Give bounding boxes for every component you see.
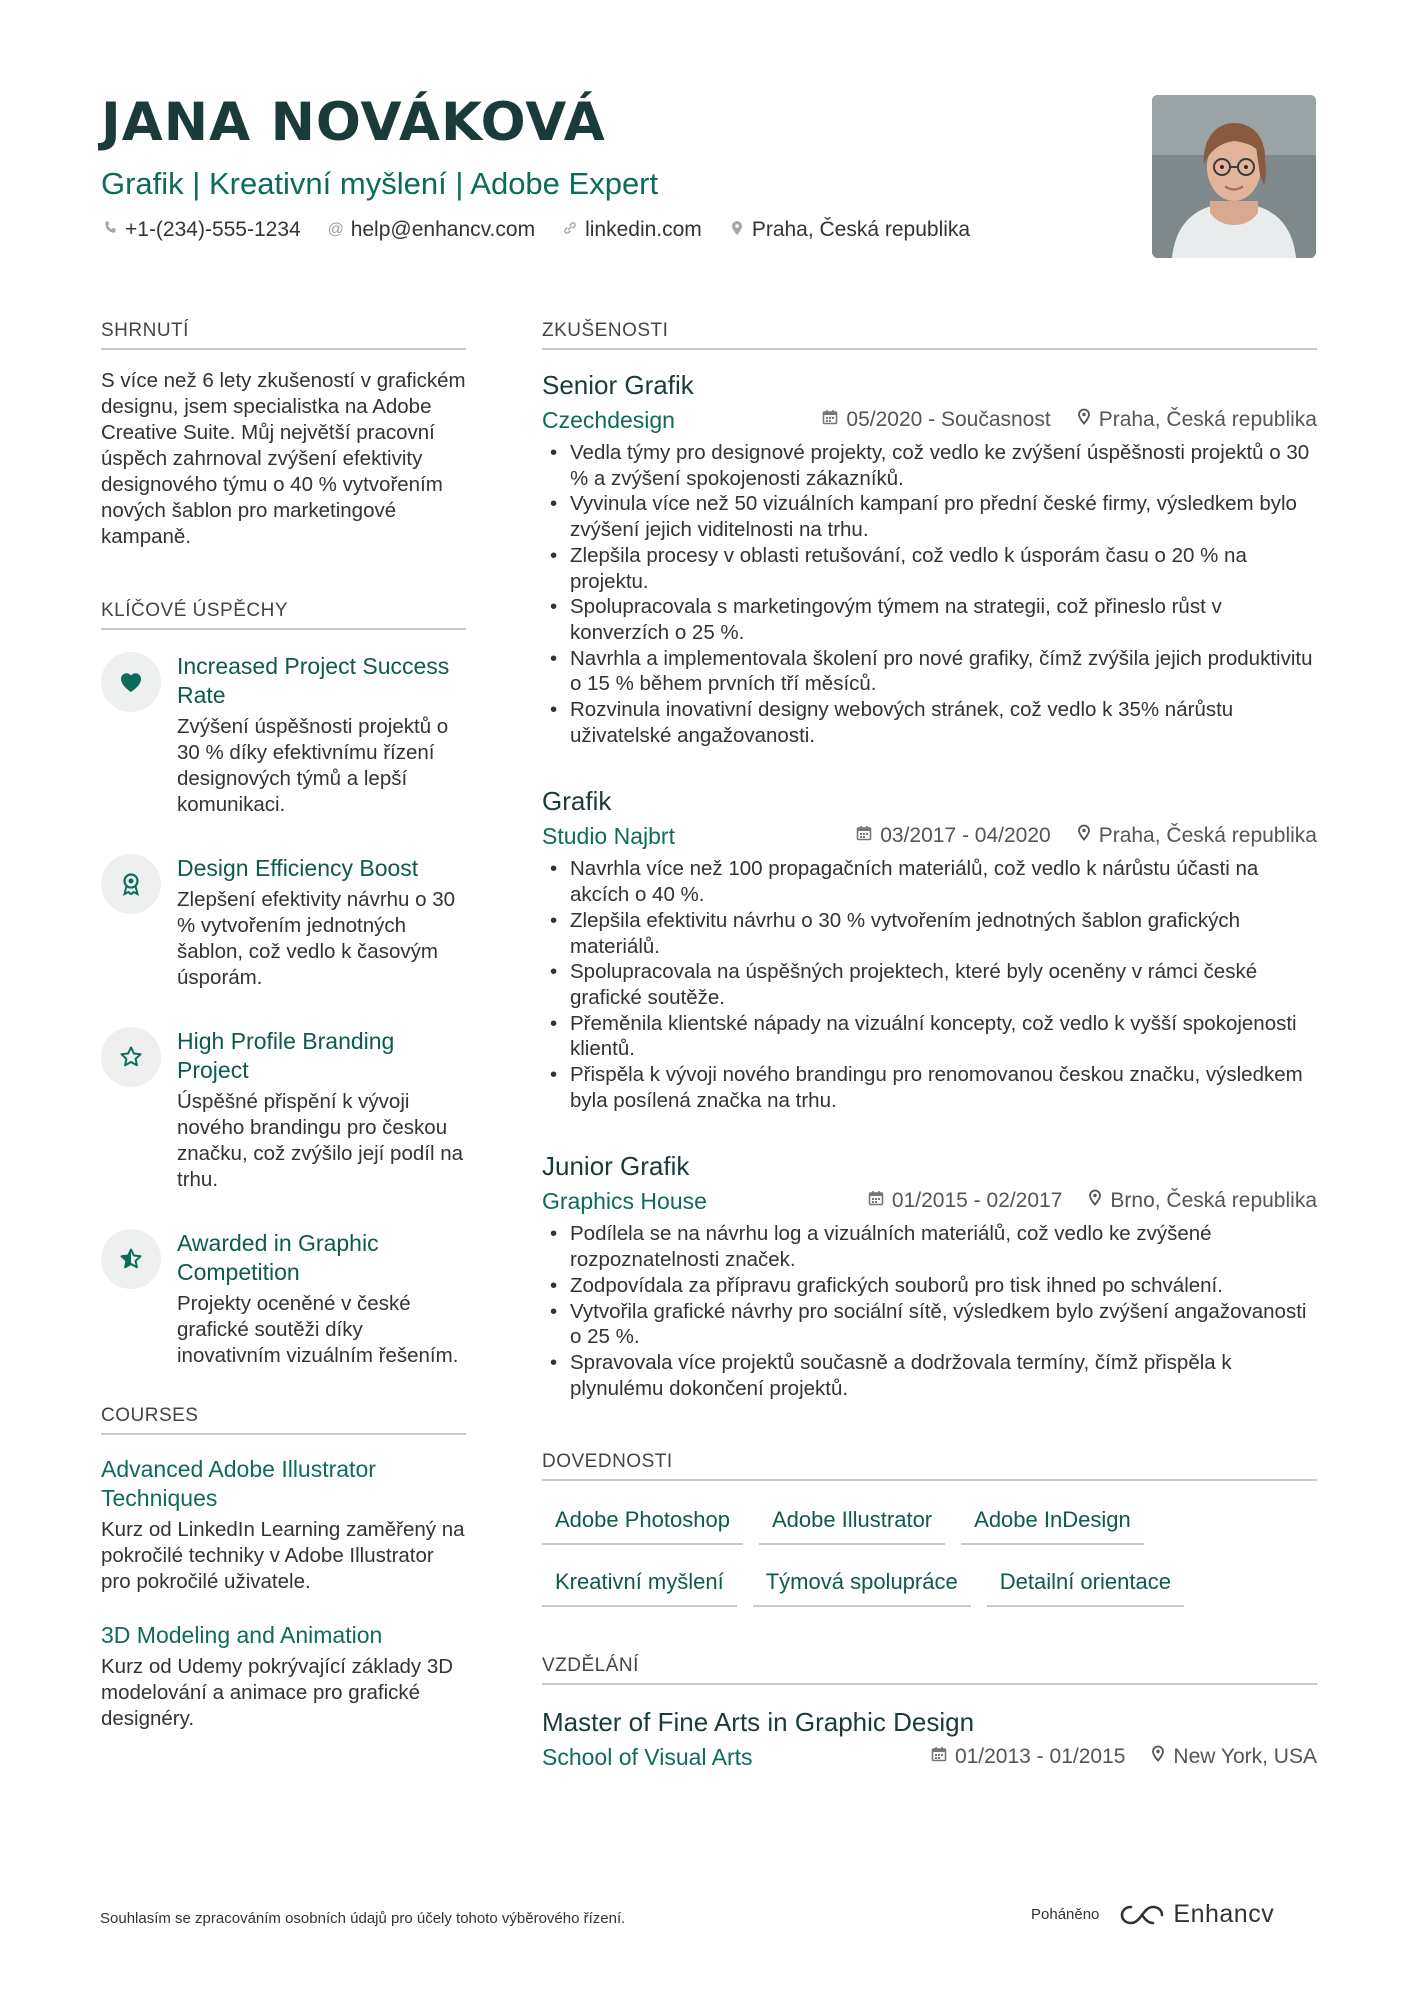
- company-name: Studio Najbrt: [542, 823, 675, 850]
- achievement-desc: Zlepšení efektivity návrhu o 30 % vytvořením jednotných šablon, což vedlo k časovým úsporám.: [177, 888, 456, 989]
- header: [101, 88, 1201, 242]
- job-title: Junior Grafik: [542, 1151, 690, 1182]
- location-pin-icon: [1151, 1743, 1165, 1771]
- bullet-item: • Vytvořila grafické návrhy pro sociální sítě, výsledkem bylo zvýšení angažovanosti o 25 %.: [542, 1299, 1317, 1350]
- achievements-heading: KLÍČOVÉ ÚSPĚCHY: [101, 600, 466, 630]
- achievement-desc: Projekty oceněné v české grafické soutěži díky inovativním vizuálním řešením.: [177, 1292, 459, 1367]
- job-bullets: [542, 856, 1317, 1113]
- contact-linkedin[interactable]: [561, 218, 702, 242]
- skill-tag: Adobe Illustrator: [759, 1501, 945, 1545]
- achievement-item: [101, 854, 466, 991]
- bullet-item: • Přispěla k vývoji nového brandingu pro renomovanou českou značku, výsledkem byla posílená značka na trhu.: [542, 1062, 1317, 1113]
- bullet-item: • Spolupracovala na úspěšných projektech, které byly oceněny v rámci české grafické soutěže.: [542, 959, 1317, 1010]
- job-location: [1077, 406, 1317, 434]
- consent-text: Souhlasím se zpracováním osobních údajů pro účely tohoto výběrového řízení.: [100, 1910, 626, 1927]
- powered-by-label: Poháněno: [1031, 1906, 1100, 1923]
- achievement-item: [101, 1027, 466, 1193]
- candidate-name: JANA NOVÁKOVÁ: [101, 92, 606, 153]
- education-heading: VZDĚLÁNÍ: [542, 1655, 1317, 1685]
- at-icon: @: [327, 221, 344, 238]
- location-pin-icon: [1088, 1187, 1102, 1215]
- courses-section: [101, 1405, 466, 1732]
- right-column: [542, 320, 1317, 1771]
- job-dates: [868, 1187, 1062, 1215]
- summary-text: S více než 6 lety zkušeností v grafickém designu, jsem specialistka na Adobe Creative Suite. Můj největší pracovní úspěch zahrnoval zvýšení efektivity designového týmu o 40 % vytvořením nových šablon pro marketingové kampaně.: [101, 369, 466, 548]
- bullet-item: • Zlepšila procesy v oblasti retušování, což vedlo k úsporám času o 20 % na projektu.: [542, 543, 1317, 594]
- location-pin-icon: [1077, 406, 1091, 434]
- calendar-icon: [822, 406, 838, 434]
- job-title: Grafik: [542, 786, 612, 817]
- contact-location: [728, 218, 970, 242]
- calendar-icon: [931, 1743, 947, 1771]
- summary-heading: SHRNUTÍ: [101, 320, 466, 350]
- enhancv-logo-icon: [1119, 1904, 1165, 1926]
- left-column: [101, 320, 466, 1732]
- education-dates-text: 01/2013 - 01/2015: [954, 1745, 1126, 1769]
- email-text: help@enhancv.com: [350, 218, 536, 241]
- education-section: [542, 1655, 1317, 1771]
- education-dates: [931, 1743, 1125, 1771]
- bullet-item: • Zlepšila efektivitu návrhu o 30 % vytvořením jednotných šablon grafických materiálů.: [542, 908, 1317, 959]
- company-name: Czechdesign: [542, 407, 675, 433]
- job-entry: [542, 784, 1317, 1113]
- calendar-icon: [856, 822, 872, 850]
- heart-icon: [101, 652, 161, 712]
- courses-heading: COURSES: [101, 1405, 466, 1435]
- skill-tag: Adobe InDesign: [961, 1501, 1144, 1545]
- achievement-desc: Úspěšné přispění k vývoji nového brandingu pro českou značku, což zvýšilo její podíl na trhu.: [177, 1090, 463, 1191]
- job-entry: [542, 368, 1317, 748]
- link-icon: [561, 220, 579, 241]
- achievement-title: Design Efficiency Boost: [177, 855, 419, 881]
- education-location: [1151, 1743, 1317, 1771]
- experience-heading: ZKUŠENOSTI: [542, 320, 1317, 350]
- achievement-title: Increased Project Success Rate: [177, 653, 450, 708]
- course-title: Advanced Adobe Illustrator Techniques: [101, 1456, 376, 1511]
- course-desc: Kurz od LinkedIn Learning zaměřený na pokročilé techniky v Adobe Illustrator pro pokročilé uživatele.: [101, 1518, 465, 1593]
- profile-photo: [1152, 95, 1316, 258]
- skill-tag: Týmová spolupráce: [753, 1563, 971, 1607]
- contact-email[interactable]: [327, 218, 535, 242]
- calendar-icon: [868, 1187, 884, 1215]
- skill-tag: Adobe Photoshop: [542, 1501, 743, 1545]
- job-dates: [822, 406, 1050, 434]
- bullet-item: • Spolupracovala s marketingovým týmem na strategii, což přineslo růst v konverzích o 25 %.: [542, 594, 1317, 645]
- course-item: [101, 1455, 466, 1595]
- phone-icon: [101, 220, 119, 240]
- star-icon: [101, 1027, 161, 1087]
- job-dates-text: 01/2015 - 02/2017: [891, 1189, 1063, 1213]
- award-icon: [101, 854, 161, 914]
- summary-section: [101, 320, 466, 550]
- skills-heading: DOVEDNOSTI: [542, 1451, 1317, 1481]
- bullet-item: • Vedla týmy pro designové projekty, což vedlo ke zvýšení úspěšnosti projektů o 30 % a zvýšení spokojenosti zákazníků.: [542, 440, 1317, 491]
- headline: Grafik | Kreativní myšlení | Adobe Expert: [101, 166, 659, 201]
- education-location-text: New York, USA: [1173, 1745, 1317, 1769]
- school-name: School of Visual Arts: [542, 1744, 753, 1771]
- skill-tag: Detailní orientace: [987, 1563, 1184, 1607]
- location-text: Praha, Česká republika: [751, 218, 971, 241]
- job-location: [1088, 1187, 1317, 1215]
- enhancv-logo: [1119, 1900, 1274, 1929]
- achievement-title: High Profile Branding Project: [177, 1028, 395, 1083]
- course-desc: Kurz od Udemy pokrývající základy 3D modelování a animace pro grafické designéry.: [101, 1655, 454, 1730]
- linkedin-text: linkedin.com: [585, 218, 702, 241]
- contact-bar: [101, 218, 1201, 242]
- job-location-text: Praha, Česká republika: [1098, 824, 1317, 848]
- job-location-text: Praha, Česká republika: [1098, 408, 1317, 431]
- bullet-item: • Rozvinula inovativní designy webových stránek, což vedlo k 35% nárůstu uživatelské angažovanosti.: [542, 697, 1317, 748]
- job-title: Senior Grafik: [542, 370, 694, 400]
- skills-list: [542, 1501, 1317, 1607]
- achievement-title: Awarded in Graphic Competition: [177, 1230, 379, 1285]
- skills-section: [542, 1451, 1317, 1607]
- phone-text: +1-(234)-555-1234: [125, 218, 301, 241]
- bullet-item: • Vyvinula více než 50 vizuálních kampaní pro přední české firmy, výsledkem bylo zvýšení jejich viditelnosti na trhu.: [542, 491, 1317, 542]
- company-name: Graphics House: [542, 1188, 707, 1215]
- job-location-text: Brno, Česká republika: [1110, 1189, 1317, 1213]
- footer-branding[interactable]: [1031, 1900, 1274, 1929]
- brand-name: Enhancv: [1173, 1900, 1275, 1928]
- job-dates: [856, 822, 1050, 850]
- bullet-item: • Přeměnila klientské nápady na vizuální koncepty, což vedlo k vyšší spokojenosti klientů.: [542, 1011, 1317, 1062]
- bullet-item: • Zodpovídala za přípravu grafických souborů pro tisk ihned po schválení.: [542, 1273, 1317, 1299]
- achievement-item: [101, 1229, 466, 1369]
- location-pin-icon: [728, 220, 746, 241]
- bullet-item: • Navrhla více než 100 propagačních materiálů, což vedlo k nárůstu účasti na akcích o 40 %.: [542, 856, 1317, 907]
- star-half-icon: [101, 1229, 161, 1289]
- job-dates-text: 03/2017 - 04/2020: [880, 824, 1051, 848]
- job-dates-text: 05/2020 - Současnost: [846, 408, 1051, 431]
- location-pin-icon: [1077, 822, 1091, 850]
- achievement-item: [101, 652, 466, 818]
- skill-tag: Kreativní myšlení: [542, 1563, 737, 1607]
- job-entry: [542, 1149, 1317, 1401]
- bullet-item: • Spravovala více projektů současně a dodržovala termíny, čímž přispěla k plynulému dokončení projektů.: [542, 1350, 1317, 1401]
- course-title: 3D Modeling and Animation: [101, 1622, 383, 1648]
- contact-phone[interactable]: [101, 218, 301, 242]
- bullet-item: • Navrhla a implementovala školení pro nové grafiky, čímž zvýšila jejich produktivitu o 15 % během prvních tří měsíců.: [542, 646, 1317, 697]
- degree-title: Master of Fine Arts in Graphic Design: [542, 1707, 975, 1738]
- course-item: [101, 1621, 466, 1732]
- experience-section: [542, 320, 1317, 1401]
- job-bullets: [542, 440, 1317, 748]
- job-location: [1077, 822, 1317, 850]
- job-bullets: [542, 1221, 1317, 1401]
- achievements-section: [101, 600, 466, 1369]
- achievement-desc: Zvýšení úspěšnosti projektů o 30 % díky efektivnímu řízení designových týmů a lepší komunikaci.: [177, 715, 449, 816]
- bullet-item: • Podílela se na návrhu log a vizuálních materiálů, což vedlo ke zvýšené rozpoznatelnosti značek.: [542, 1221, 1317, 1272]
